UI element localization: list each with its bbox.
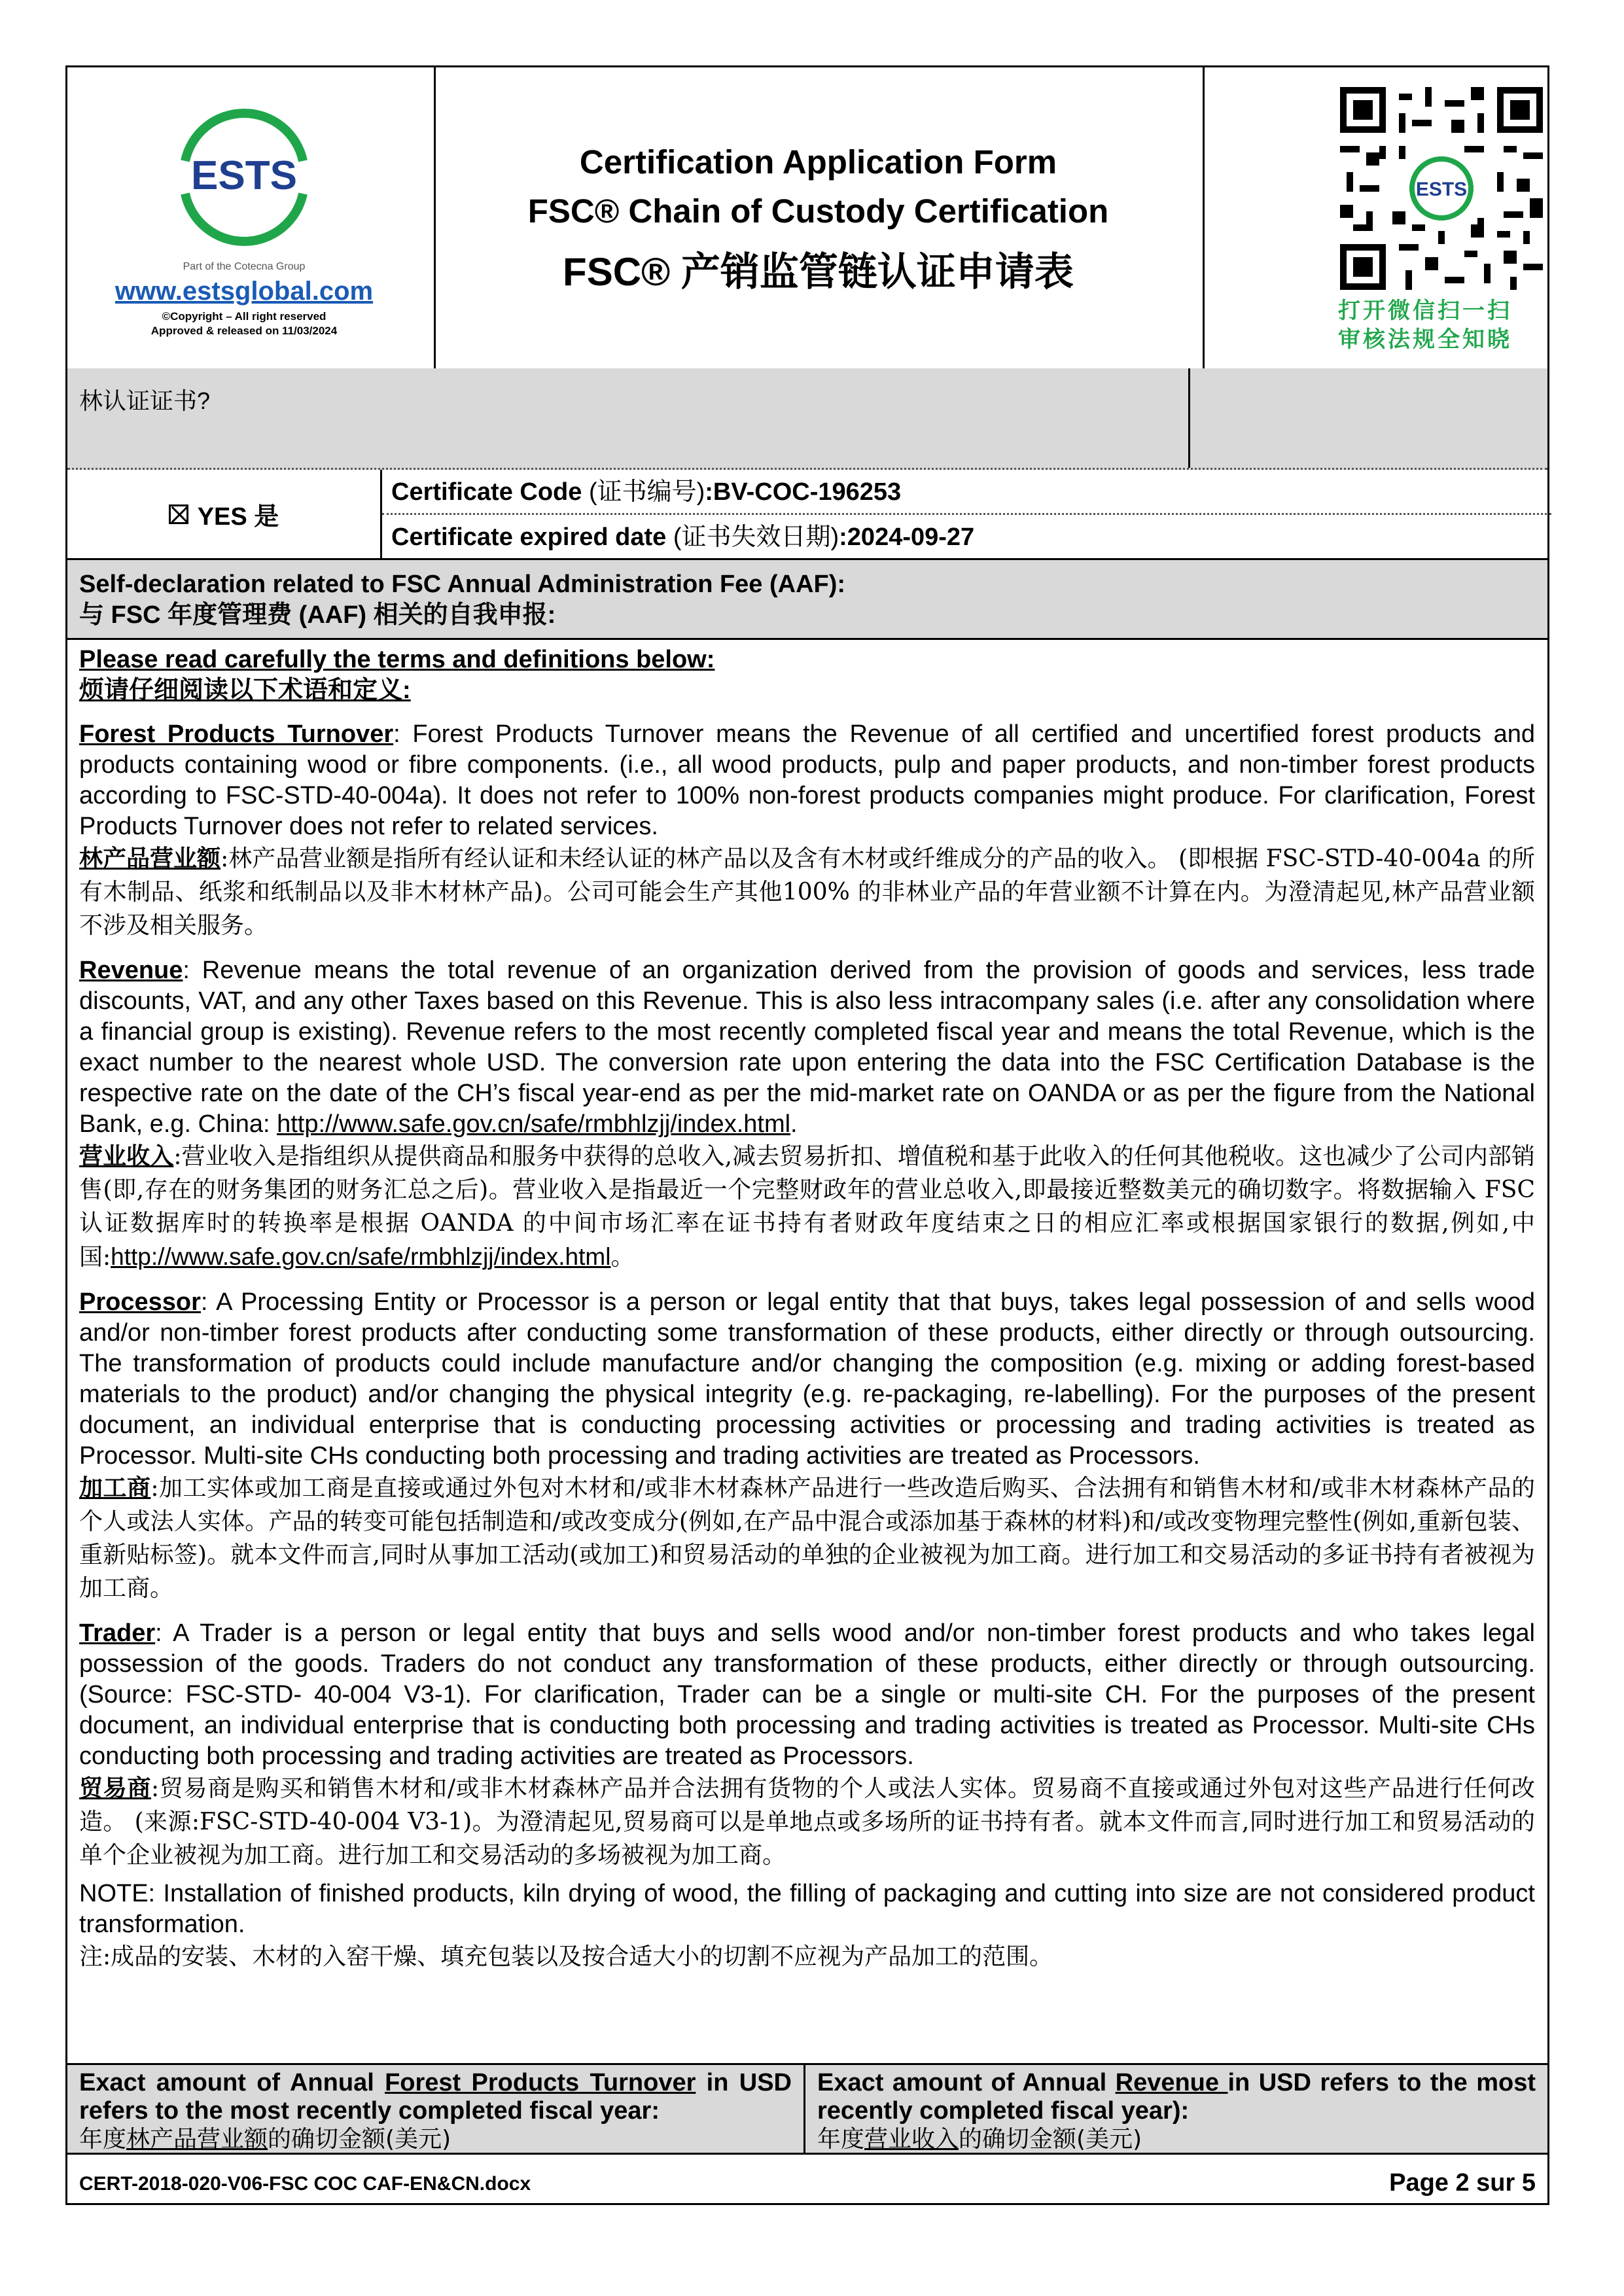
title-cell — [434, 67, 1205, 368]
certificate-row — [67, 470, 1547, 560]
certificate-code-label-zh: (证书编号) — [588, 478, 705, 506]
page-footer — [67, 2155, 1547, 2207]
form-title-en: Certification Application Form — [579, 143, 1057, 181]
question-text: 林认证证书? — [79, 387, 211, 414]
qr-code-icon[interactable] — [1340, 87, 1543, 290]
qr-caption — [1301, 296, 1549, 354]
certificate-expiry-label-zh: (证书失效日期) — [673, 523, 839, 551]
form-title-zh: FSC® 产销监管链认证申请表 — [563, 250, 1074, 294]
aaf-title-en: Self-declaration related to FSC Annual Administration Fee (AAF): — [79, 571, 846, 598]
fpt-term: Forest Products Turnover — [79, 720, 394, 748]
note-en: NOTE: Installation of finished products, kiln drying of wood, the filling of packaging and cutting into size are not considered product transformation. — [79, 1880, 1535, 1938]
ests-logo-icon — [166, 99, 323, 256]
qr-cell — [1203, 67, 1551, 368]
fpt-amount-field[interactable]: Exact amount of Annual Forest Products Turnover in USD refers to the most recently completed fiscal year: 年度林产品营业额的确切金额(美元) — [67, 2065, 805, 2153]
aaf-heading — [67, 560, 1547, 640]
yes-label: YES 是 — [197, 503, 279, 531]
aaf-title-zh: 与 FSC 年度管理费 (AAF) 相关的自我申报: — [79, 601, 556, 629]
fpt-amount-term: Forest Products Turnover — [385, 2069, 696, 2096]
fpt-term-zh: 林产品营业额 — [79, 845, 221, 872]
processor-definition-en: Processor: A Processing Entity or Processor is a person or legal entity that that buys, takes legal possession of and sells wood and/or non-timber forest products after conducting some transformation of these products, either directly or through outsourcing. The transformation of products could include manufacture and/or changing the composition (e.g. mixing or adding forest-based materials to the product) and/or changing the physical integrity (e.g. re-packaging, re-labelling). For the purposes of the present document, an individual enterprise that is conducting processing activities or processing and trading activities is treated as Processor. Multi-site CHs conducting both processing and trading activities are treated as Processors. — [79, 1288, 1535, 1470]
processor-term-zh: 加工商 — [79, 1474, 151, 1502]
logo-text: ESTS — [191, 153, 297, 198]
processor-definition-zh: 加工商:加工实体或加工商是直接或通过外包对木材和/或非木材森林产品进行一些改造后购买、合法拥有和销售木材和/或非木材森林产品的个人或法人实体。产品的转变可能包括制造和/或改变成分(例如,在产品中混合或添加基于森林的材料)和/或改变物理完整性(例如,重新包装、重新贴标签)。就本文件而言,同时从事加工活动(或加工)和贸易活动的单独的企业被视为加工商。进行加工和交易活动的多证书持有者被视为加工商。 — [79, 1474, 1535, 1602]
question-divider — [1188, 368, 1190, 468]
document-id: CERT-2018-020-V06-FSC COC CAF-EN&CN.docx — [79, 2173, 531, 2195]
intro-zh: 烦请仔细阅读以下术语和定义: — [79, 677, 411, 704]
logo-cell — [67, 67, 436, 368]
website-link[interactable]: www.estsglobal.com — [115, 277, 374, 306]
definitions-section — [79, 645, 1535, 1973]
logo-tagline: Part of the Cotecna Group — [183, 261, 306, 272]
page-number: Page 2 sur 5 — [1389, 2169, 1536, 2197]
revenue-definition-zh: 营业收入:营业收入是指组织从提供商品和服务中获得的总收入,减去贸易折扣、增值税和基于此收入的任何其他税收。这也减少了公司内部销售(即,存在的财务集团的财务汇总之后)。营业收入是指最近一个完整财政年的营业总收入,即最接近整数美元的确切数字。将数据输入 FSC 认证数据库时的转换率是根据 OANDA 的中间市场汇率在证书持有者财政年度结束之日的相应汇率或根据国家银行的数据,例如,中国:http://www.safe.gov.cn/safe/rmbhlzjj/index.html。 — [79, 1142, 1535, 1271]
qr-center-text: ESTS — [1415, 179, 1468, 200]
revenue-term-zh: 营业收入 — [79, 1142, 174, 1170]
question-row — [67, 368, 1547, 470]
certificate-expiry-line — [382, 515, 1551, 560]
trader-definition-zh: 贸易商:贸易商是购买和销售木材和/或非木材森林产品并合法拥有货物的个人或法人实体。贸易商不直接或通过外包对这些产品进行任何改造。 (来源:FSC-STD-40-004 V3-1)。为澄清起见,贸易商可以是单地点或多场所的证书持有者。就本文件而言,同时进行加工和贸易活动的单个企业被视为加工商。进行加工和交易活动的多场被视为加工商。 — [79, 1775, 1535, 1869]
qr-caption-line-2: 审核法规全知晓 — [1338, 327, 1512, 352]
qr-caption-line-1: 打开微信扫一扫 — [1338, 298, 1512, 323]
header — [67, 67, 1547, 370]
trader-term: Trader — [79, 1619, 156, 1647]
certificate-expiry-label: Certificate expired date — [391, 523, 667, 551]
revenue-amount-field[interactable]: Exact amount of Annual Revenue in USD refers to the most recently completed fiscal year): 年度营业收入的确切金额(美元) — [817, 2069, 1536, 2153]
certificate-code-line — [382, 470, 1551, 515]
form-subtitle-en: FSC® Chain of Custody Certification — [527, 192, 1109, 230]
fpt-definition-zh: 林产品营业额:林产品营业额是指所有经认证和未经认证的林产品以及含有木材或纤维成分的产品的收入。 (即根据 FSC-STD-40-004a 的所有木制品、纸浆和纸制品以及非木材林产品)。公司可能会生产其他100% 的非林业产品的年营业额不计算在内。为澄清起见,林产品营业额不涉及相关服务。 — [79, 845, 1535, 939]
form-frame — [65, 65, 1549, 2205]
processor-term: Processor — [79, 1288, 201, 1316]
approved-text: Approved & released on 11/03/2024 — [150, 325, 338, 337]
trader-definition-en: Trader: A Trader is a person or legal entity that buys and sells wood and/or non-timber forest products and who takes legal possession of the goods. Traders do not conduct any transformation of these products, either directly or through outsourcing. (Source: FSC-STD- 40-004 V3-1). For clarification, Trader can be a single or multi-site CH. For the purposes of the present document, an individual enterprise that is conducting both processing and trading activities is treated as Processor. Multi-site CHs conducting both processing and trading activities are treated as Processors. — [79, 1619, 1535, 1770]
certificate-code-label: Certificate Code — [391, 478, 582, 506]
yes-option[interactable] — [67, 470, 382, 558]
checked-checkbox[interactable] — [169, 504, 188, 524]
revenue-amount-term: Revenue — [1115, 2069, 1228, 2096]
note-zh: 注:成品的安装、木材的入窑干燥、填充包装以及按合适大小的切割不应视为产品加工的范围。 — [79, 1943, 1053, 1970]
intro-en: Please read carefully the terms and definitions below: — [79, 646, 715, 673]
trader-term-zh: 贸易商 — [79, 1775, 152, 1802]
safe-link[interactable]: http://www.safe.gov.cn/safe/rmbhlzjj/index.html — [277, 1110, 791, 1138]
safe-link-zh[interactable]: http://www.safe.gov.cn/safe/rmbhlzjj/index.html — [111, 1243, 611, 1270]
amount-fields-row — [67, 2063, 1547, 2155]
revenue-term: Revenue — [79, 957, 183, 984]
certificate-expiry-value[interactable]: :2024-09-27 — [839, 523, 975, 551]
copyright-note — [67, 309, 421, 338]
revenue-definition-en: Revenue: Revenue means the total revenue of an organization derived from the provision of goods and services, less trade discounts, VAT, and any other Taxes based on this Revenue. This is also less intracompany sales (i.e. after any consolidation where a financial group is existing). Revenue refers to the most recently completed fiscal year and means the total Revenue, which is the exact number to the nearest whole USD. The conversion rate upon entering the data into the FSC Certification Database is the respective rate on the date of the CH’s fiscal year-end as per the mid-market rate on OANDA or as per the figure from the National Bank, e.g. China: http://www.safe.gov.cn/safe/rmbhlzjj/index.html. — [79, 957, 1535, 1138]
certificate-code-value[interactable]: :BV-COC-196253 — [705, 478, 902, 506]
copyright-text: ©Copyright – All right reserved — [162, 310, 327, 323]
fpt-definition-en: Forest Products Turnover: Forest Products Turnover means the Revenue of all certified and uncertified forest products and products containing wood or fibre components. (i.e., all wood products, pulp and paper products, and non-timber forest products according to FSC-STD-40-004a). It does not refer to 100% non-forest products companies might produce. For clarification, Forest Products Turnover does not refer to related services. — [79, 720, 1535, 840]
